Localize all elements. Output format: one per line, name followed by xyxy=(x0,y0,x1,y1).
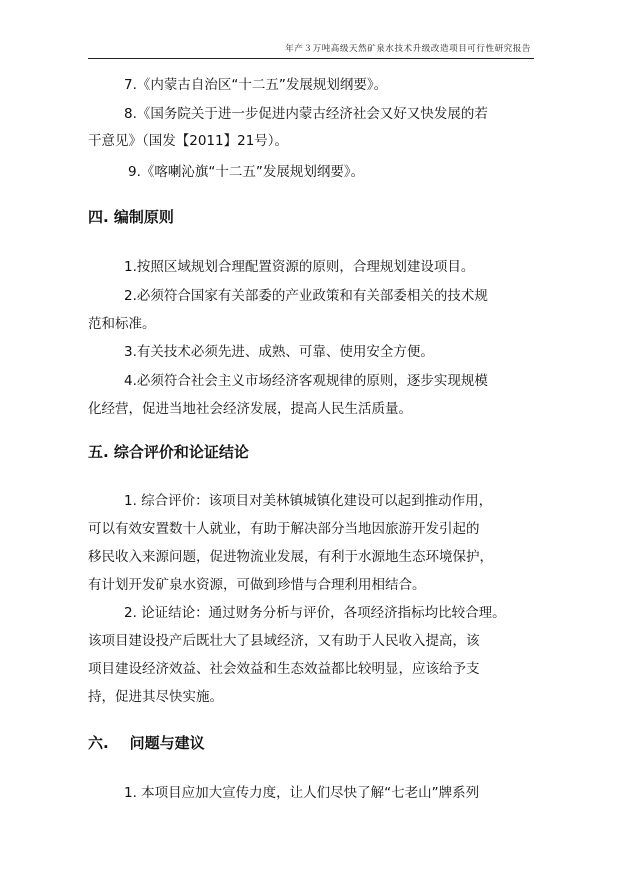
section-heading-suggestions: 六. 问题与建议 xyxy=(88,734,205,752)
principle-2: 2.必须符合国家有关部委的产业政策和有关部委相关的技术规 xyxy=(124,288,488,304)
conclusion-para-line-3: 项目建设经济效益、社会效益和生态效益都比较明显，应该给予支 xyxy=(88,661,480,677)
conclusion-para-line-2: 该项目建设投产后既壮大了县域经济，又有助于人民收入提高，该 xyxy=(88,633,480,649)
principle-4-cont: 化经营，促进当地社会经济发展，提高人民生活质量。 xyxy=(88,401,412,417)
principle-2-cont: 范和标准。 xyxy=(88,316,156,332)
reference-item-8-cont: 干意见》（国发【2011】21号）。 xyxy=(88,133,289,149)
conclusion-para: 2. 论证结论：通过财务分析与评价，各项经济指标均比较合理。 xyxy=(124,605,506,621)
header-divider xyxy=(88,58,534,59)
suggestion-1: 1. 本项目应加大宣传力度，让人们尽快了解“七老山”牌系列 xyxy=(124,785,480,801)
principle-1: 1.按照区域规划合理配置资源的原则，合理规划建设项目。 xyxy=(124,259,475,275)
reference-item-9: 9.《喀喇沁旗“十二五”发展规划纲要》。 xyxy=(128,164,365,180)
evaluation-para-1-line-3: 移民收入来源问题，促进物流业发展，有利于水源地生态环境保护， xyxy=(88,549,493,565)
conclusion-para-line-4: 持，促进其尽快实施。 xyxy=(88,689,223,705)
evaluation-para-1-line-2: 可以有效安置数十人就业，有助于解决部分当地因旅游开发引起的 xyxy=(88,521,480,537)
principle-3: 3.有关技术必须先进、成熟、可靠、使用安全方便。 xyxy=(124,344,434,360)
reference-item-7: 7.《内蒙古自治区“十二五”发展规划纲要》。 xyxy=(124,77,388,93)
evaluation-para-1: 1. 综合评价：该项目对美林镇城镇化建设可以起到推动作用， xyxy=(124,493,493,509)
page-header-title: 年产３万吨高级天然矿泉水技术升级改造项目可行性研究报告 xyxy=(285,44,531,54)
section-heading-evaluation: 五. 综合评价和论证结论 xyxy=(88,443,249,461)
evaluation-para-1-line-4: 有计划开发矿泉水资源，可做到珍惜与合理利用相结合。 xyxy=(88,577,426,593)
section-heading-principles: 四. 编制原则 xyxy=(88,208,174,226)
reference-item-8: 8.《国务院关于进一步促进内蒙古经济社会又好又快发展的若 xyxy=(124,106,488,122)
principle-4: 4.必须符合社会主义市场经济客观规律的原则，逐步实现规模 xyxy=(124,373,488,389)
